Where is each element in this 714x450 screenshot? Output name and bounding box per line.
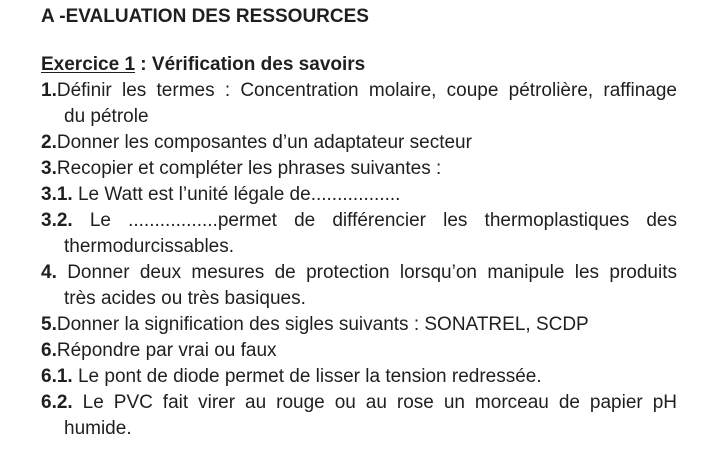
question-6-text: Répondre par vrai ou faux — [56, 340, 277, 361]
question-4-number: 4. — [41, 262, 57, 283]
question-3-2-line-2: thermodurcissables. — [64, 236, 235, 257]
question-4-line-2: très acides ou très basiques. — [64, 288, 306, 309]
question-3-number: 3. — [41, 158, 57, 179]
question-2-text: Donner les composantes d’un adaptateur secteur — [56, 132, 472, 153]
blank-line — [41, 30, 677, 52]
question-3-2-number: 3.2. — [41, 210, 73, 231]
section-title: A -EVALUATION DES RESSOURCES — [41, 6, 369, 27]
question-2-line-1 — [41, 130, 677, 156]
question-5-text: Donner la signification des sigles suivants : SONATREL, SCDP — [56, 314, 589, 335]
question-2 — [41, 130, 677, 156]
question-4-text: Donner deux mesures de protection lorsqu’on manipule les produits — [56, 262, 677, 283]
question-3 — [41, 156, 677, 182]
question-4-line-1 — [41, 260, 677, 286]
question-6-number: 6. — [41, 340, 57, 361]
question-3-line-1 — [41, 156, 677, 182]
question-6-1-line-1 — [41, 364, 677, 390]
question-3-1 — [41, 182, 677, 208]
question-3-2-line-1 — [41, 208, 677, 234]
question-1-text: Définir les termes : Concentration molaire, coupe pétrolière, raffinage — [56, 80, 677, 101]
question-1-line-1 — [41, 78, 677, 104]
exercise-heading — [41, 52, 677, 78]
question-6-1-text: Le pont de diode permet de lisser la tension redressée. — [72, 366, 542, 387]
question-5-number: 5. — [41, 314, 57, 335]
exercise-label: Exercice 1 — [41, 54, 136, 75]
question-1-number: 1. — [41, 80, 57, 101]
question-6-line-1 — [41, 338, 677, 364]
question-2-number: 2. — [41, 132, 57, 153]
question-6-1 — [41, 364, 677, 390]
question-3-2-text: Le .................permet de différencier les thermoplastiques des — [72, 210, 677, 231]
exercise-subtitle: : Vérification des savoirs — [135, 54, 366, 75]
question-6-2-line-2: humide. — [64, 418, 132, 439]
question-6-2-text: Le PVC fait virer au rouge ou au rose un morceau de papier pH — [72, 392, 677, 413]
question-3-text: Recopier et compléter les phrases suivantes : — [56, 158, 442, 179]
question-6-2-line-1 — [41, 390, 677, 416]
question-6-1-number: 6.1. — [41, 366, 73, 387]
question-6-2 — [41, 390, 677, 442]
question-6-2-number: 6.2. — [41, 392, 73, 413]
question-1 — [41, 78, 677, 130]
question-3-2 — [41, 208, 677, 260]
question-3-1-text: Le Watt est l’unité légale de................. — [72, 184, 401, 205]
question-1-line-2: du pétrole — [64, 106, 149, 127]
question-3-1-line-1 — [41, 182, 677, 208]
question-5 — [41, 312, 677, 338]
question-3-1-number: 3.1. — [41, 184, 73, 205]
question-6 — [41, 338, 677, 364]
question-4 — [41, 260, 677, 312]
question-5-line-1 — [41, 312, 677, 338]
